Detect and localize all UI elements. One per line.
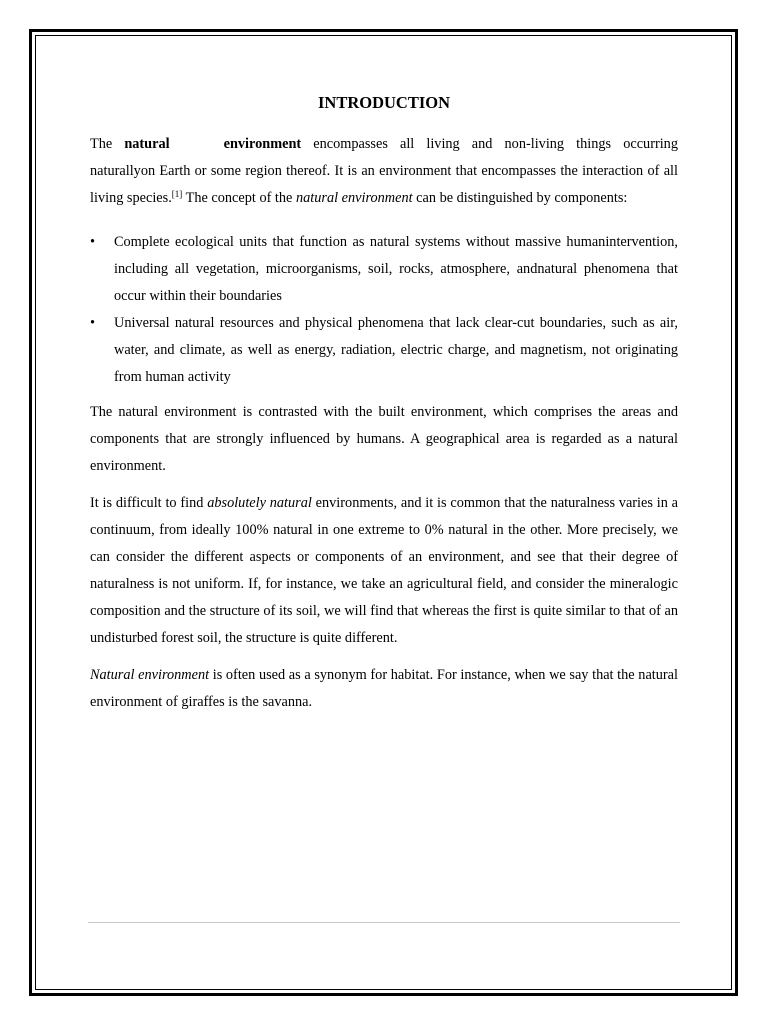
paragraph-built-environment: The natural environment is contrasted with the built environment, which comprises the areas and components that are strongly influenced by humans. A geographical area is regarded as a natural environment. (90, 404, 678, 474)
italic-term: absolutely natural (207, 495, 312, 511)
paragraph-intro (90, 131, 678, 212)
component-list (90, 229, 678, 391)
text-run: The (90, 136, 125, 152)
text-run: It is difficult to find (90, 495, 208, 511)
bullet-marker: • (90, 234, 96, 250)
text-run: can be distinguished by components: (412, 190, 628, 206)
document-body (90, 92, 678, 726)
list-item (90, 229, 678, 310)
text-run: encompasses all living and non-living things occurring naturallyon Earth or some region thereof. It is an environment that encompasses the interaction of all living species. (90, 136, 678, 206)
page-title: INTRODUCTION (317, 93, 451, 112)
list-item-text: Universal natural resources and physical phenomena that lack clear-cut boundaries, such as air, water, and climate, as well as energy, radiation, electric charge, and magnetism, not originating from human activity (114, 315, 678, 385)
paragraph-naturalness (90, 490, 678, 652)
text-run: environments, and it is common that the naturalness varies in a continuum, from ideally 100% natural in one extreme to 0% natural in the other. More precisely, we can consider the different aspects or components of an environment, and see that their degree of naturalness is not uniform. If, for instance, we take an agricultural field, and consider the mineralogic composition and the structure of its soil, we will find that whereas the first is quite similar to that of an undisturbed forest soil, the structure is quite different. (90, 495, 678, 646)
italic-term: natural environment (295, 190, 413, 206)
paragraph-habitat (90, 662, 678, 716)
italic-term: Natural environment (90, 667, 210, 683)
bold-term-natural: natural (124, 136, 170, 152)
citation-ref: [1] (171, 189, 183, 199)
footer-divider (88, 922, 680, 923)
text-run: The concept of the (182, 190, 296, 206)
bullet-marker: • (90, 315, 96, 331)
list-item-text: Complete ecological units that function as natural systems without massive humanintervention, including all vegetation, microorganisms, soil, rocks, atmosphere, andnatural phenomena that occur within their boundaries (114, 234, 678, 304)
text-run: is often used as a synonym for habitat. For instance, when we say that the natural environment of giraffes is the savanna. (90, 667, 678, 710)
bold-term-environment: environment (223, 136, 302, 152)
list-item (90, 310, 678, 391)
